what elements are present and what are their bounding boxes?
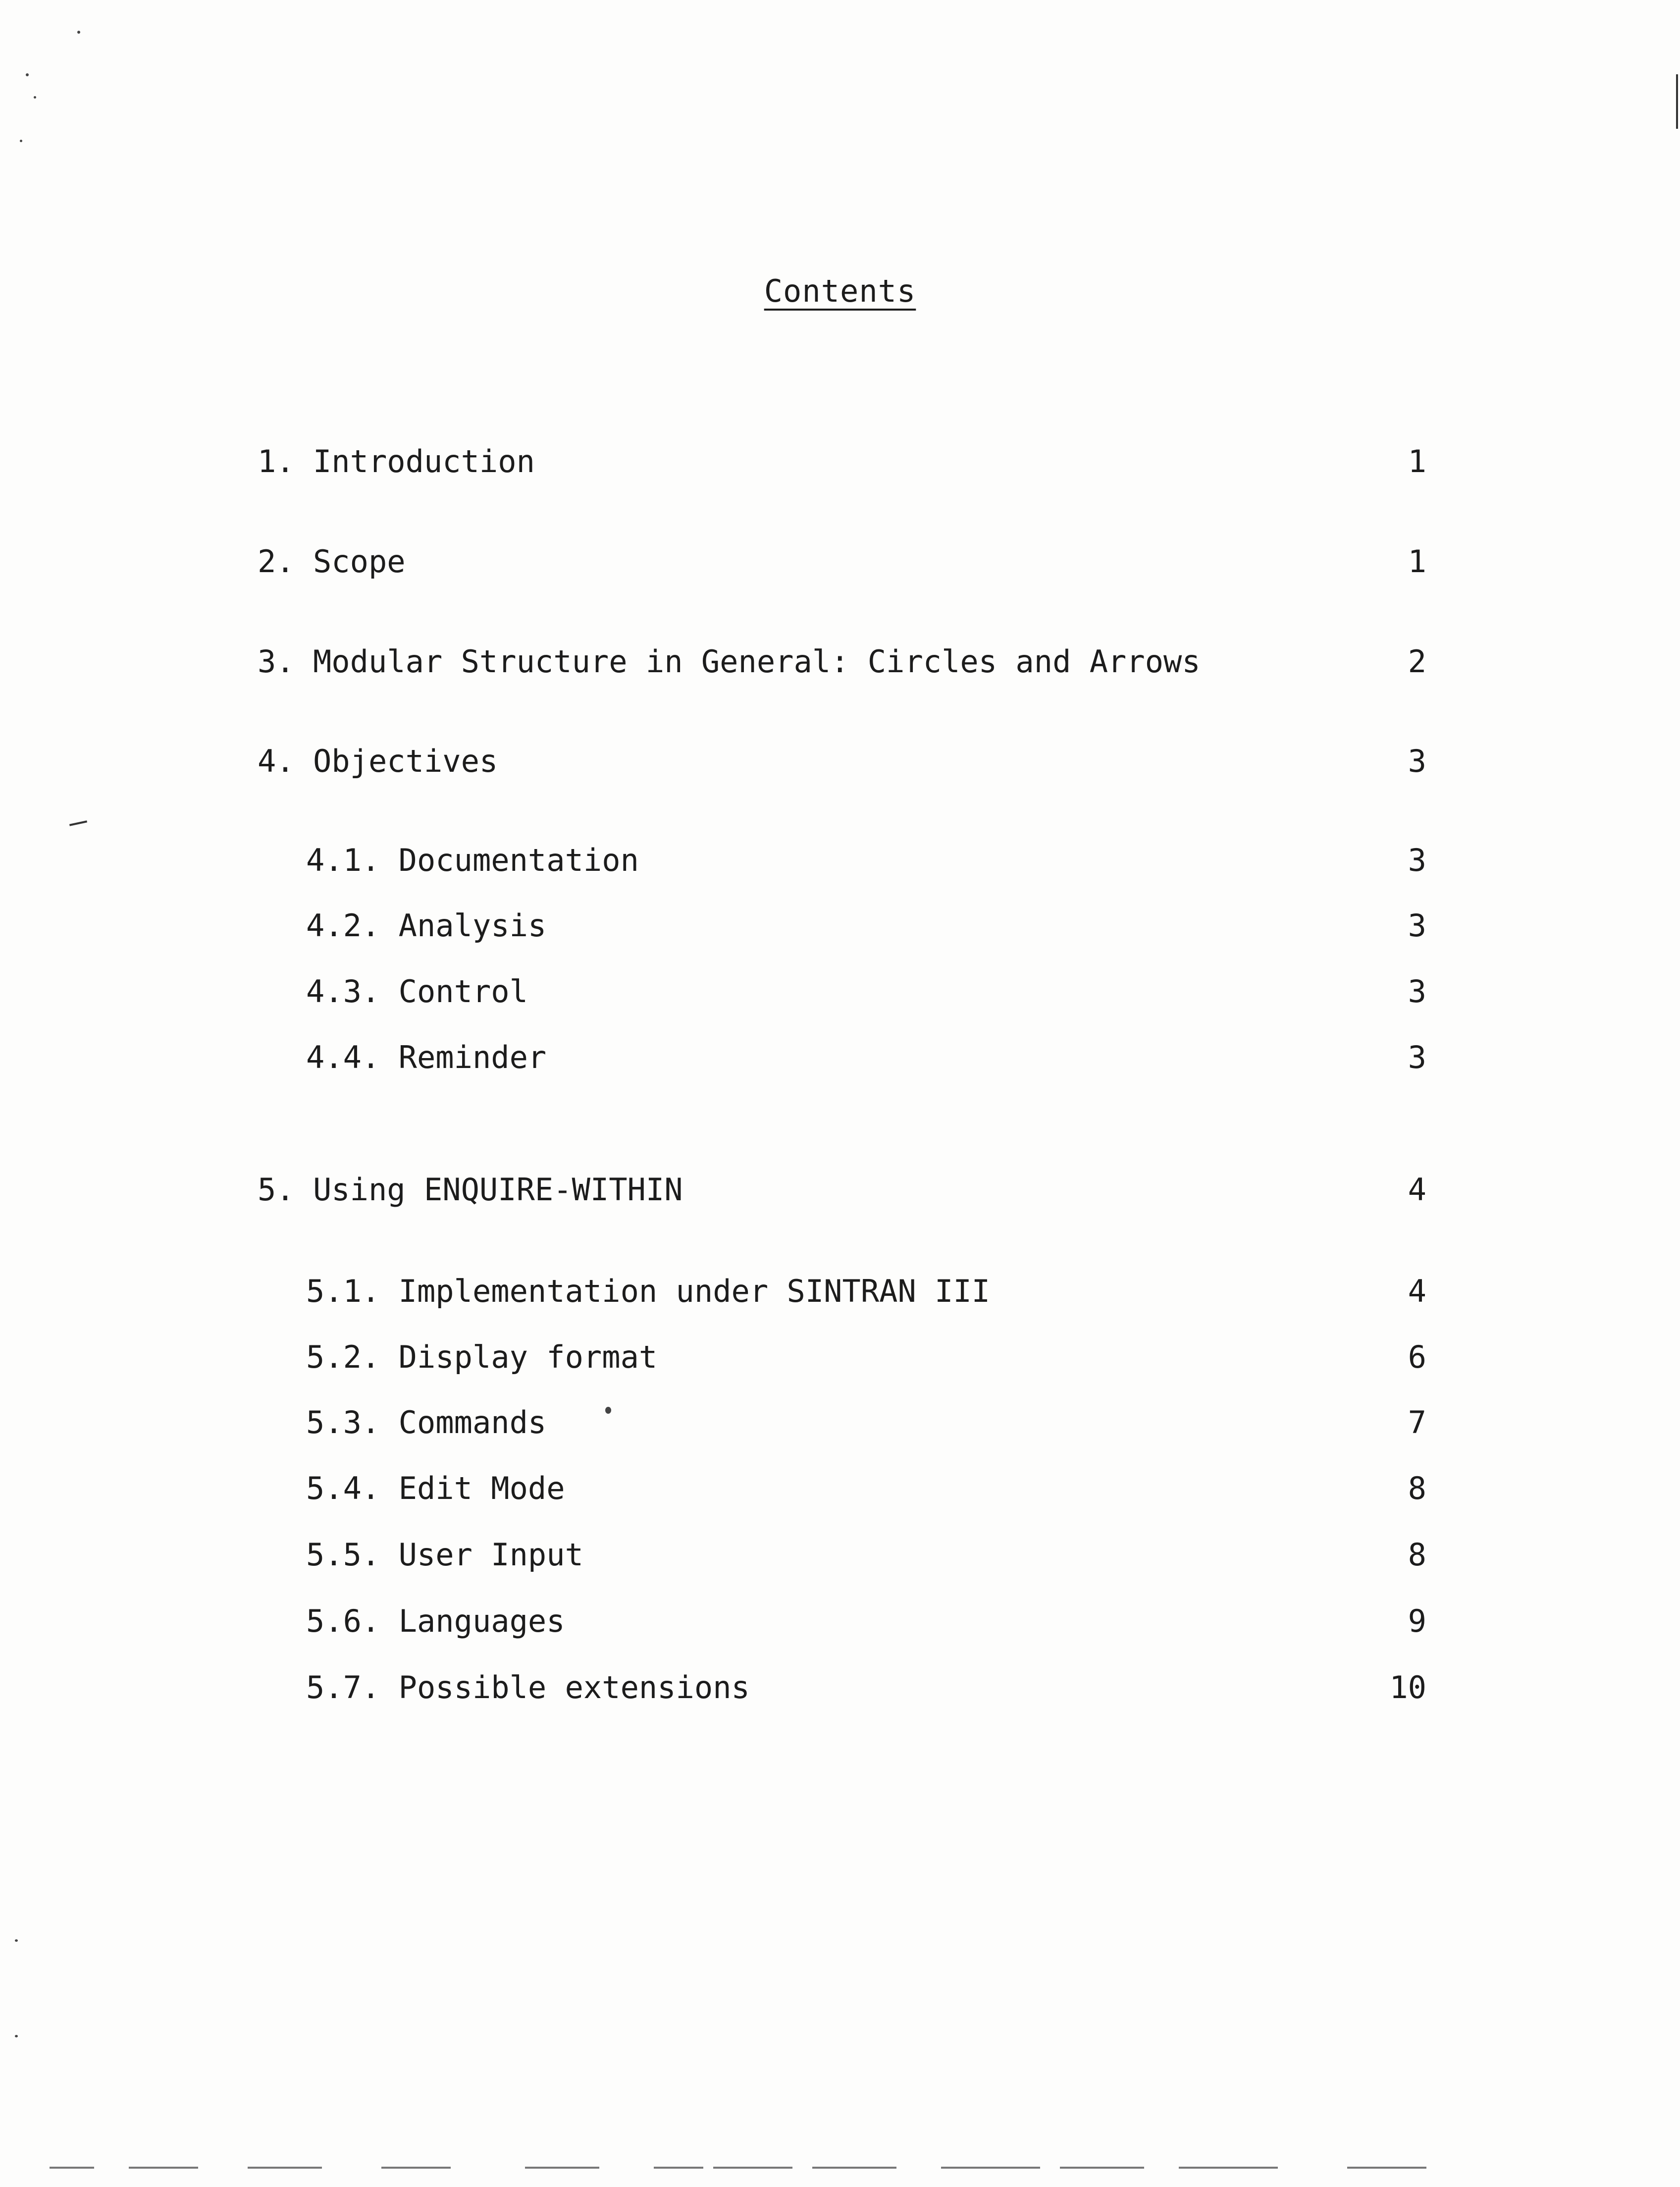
toc-entry-number: 4.4.: [306, 1039, 380, 1075]
toc-entry-label: [306, 1668, 750, 1707]
toc-entry-number: 5.1.: [306, 1273, 380, 1309]
scan-edge-line: [1179, 2167, 1278, 2169]
title-text: Contents: [764, 273, 916, 309]
toc-entry-number: 5.3.: [306, 1404, 380, 1440]
toc-subentry: [0, 1038, 1680, 1077]
toc-entry-number: 5.2.: [306, 1339, 380, 1375]
toc-entry-page: 3: [1408, 1039, 1426, 1075]
toc-entry-page: 4: [1408, 1172, 1426, 1208]
toc-entry-text: Implementation under SINTRAN III: [398, 1273, 991, 1309]
toc-entry-label: [306, 1337, 657, 1377]
scan-edge-line: [50, 2167, 94, 2169]
scan-edge-line: [941, 2167, 1040, 2169]
toc-entry-number: 3.: [258, 643, 295, 680]
toc-entry-number: 4.2.: [306, 907, 380, 944]
toc-entry-label: [258, 1170, 683, 1210]
toc-subentry: [0, 906, 1680, 946]
scan-speck: [34, 96, 36, 99]
toc-entry-page: 3: [1408, 907, 1426, 944]
toc-entry-text: Analysis: [398, 907, 547, 944]
toc-entry-number: 5.5.: [306, 1537, 380, 1573]
toc-entry-label: [306, 1535, 583, 1575]
toc-entry-label: [306, 906, 546, 946]
toc-subentry: [0, 1337, 1680, 1377]
toc-entry-number: 1.: [258, 443, 295, 480]
toc-entry-text: Display format: [398, 1339, 658, 1375]
toc-entry-text: Using ENQUIRE-WITHIN: [313, 1172, 683, 1208]
toc-entry-page: 1: [1408, 443, 1426, 480]
toc-entry-text: Edit Mode: [398, 1470, 565, 1506]
toc-entry-label: [306, 841, 639, 880]
toc-entry-number: 4.3.: [306, 973, 380, 1010]
toc-entry: [0, 742, 1680, 781]
toc-entry-page: 9: [1408, 1603, 1426, 1639]
toc-entry-page: 1: [1408, 543, 1426, 580]
scan-speck: [77, 31, 80, 34]
toc-subentry: [0, 841, 1680, 880]
scan-speck: [26, 73, 29, 76]
toc-entry-label: [306, 1272, 990, 1311]
toc-entry-page: 8: [1408, 1537, 1426, 1573]
scan-speck: [605, 1407, 611, 1414]
scan-edge-mark: [1676, 74, 1678, 129]
toc-entry-text: Objectives: [313, 743, 498, 779]
toc-entry-text: Commands: [398, 1404, 547, 1440]
toc-entry-text: Scope: [313, 543, 406, 580]
toc-entry-page: 6: [1408, 1339, 1426, 1375]
toc-entry-text: Introduction: [313, 443, 535, 480]
toc-entry-page: 3: [1408, 973, 1426, 1010]
toc-entry-label: [258, 642, 1201, 682]
scan-edge-line: [1060, 2167, 1144, 2169]
toc-entry-number: 5.: [258, 1172, 295, 1208]
toc-entry-page: 3: [1408, 842, 1426, 878]
toc-entry-label: [258, 442, 535, 481]
toc-entry-text: Possible extensions: [398, 1669, 750, 1706]
toc-entry: [0, 442, 1680, 481]
toc-entry-number: 4.1.: [306, 842, 380, 878]
toc-entry-label: [306, 1469, 565, 1508]
toc-subentry: [0, 972, 1680, 1012]
toc-entry-page: 2: [1408, 643, 1426, 680]
toc-subentry: [0, 1469, 1680, 1508]
page-title: [0, 271, 1680, 311]
scan-edge-line: [713, 2167, 792, 2169]
scan-edge-line: [248, 2167, 322, 2169]
toc-entry-number: 5.4.: [306, 1470, 380, 1506]
toc-subentry: [0, 1668, 1680, 1707]
scan-edge-line: [381, 2167, 451, 2169]
toc-entry-number: 2.: [258, 543, 295, 580]
toc-entry-text: Languages: [398, 1603, 565, 1639]
toc-entry-page: 4: [1408, 1273, 1426, 1309]
scan-edge-line: [525, 2167, 599, 2169]
toc-entry-text: User Input: [398, 1537, 583, 1573]
toc-entry-label: [306, 972, 528, 1012]
toc-entry-page: 8: [1408, 1470, 1426, 1506]
toc-subentry: [0, 1535, 1680, 1575]
toc-entry-label: [306, 1601, 565, 1641]
toc-subentry: [0, 1601, 1680, 1641]
scan-edge-line: [654, 2167, 703, 2169]
toc-entry-text: Modular Structure in General: Circles and Arrows: [313, 643, 1201, 680]
scan-edge-line: [1347, 2167, 1426, 2169]
scan-speck: [15, 2035, 18, 2037]
scan-speck: [15, 1939, 18, 1942]
toc-entry-number: 5.7.: [306, 1669, 380, 1706]
toc-entry-label: [258, 742, 498, 781]
scan-edge-line: [812, 2167, 896, 2169]
toc-entry-text: Reminder: [398, 1039, 547, 1075]
scan-edge-line: [129, 2167, 198, 2169]
toc-entry-label: [306, 1403, 546, 1442]
toc-entry-page: 10: [1389, 1669, 1426, 1706]
toc-entry-text: Documentation: [398, 842, 639, 878]
toc-entry-page: 7: [1408, 1404, 1426, 1440]
toc-entry-number: 5.6.: [306, 1603, 380, 1639]
toc-entry-number: 4.: [258, 743, 295, 779]
toc-subentry: [0, 1272, 1680, 1311]
toc-entry-label: [258, 542, 406, 582]
toc-entry-label: [306, 1038, 546, 1077]
toc-entry-page: 3: [1408, 743, 1426, 779]
toc-entry: [0, 542, 1680, 582]
toc-entry: [0, 642, 1680, 682]
toc-subentry: [0, 1403, 1680, 1442]
scan-mark: [69, 820, 87, 826]
toc-entry: [0, 1170, 1680, 1210]
scan-speck: [20, 140, 22, 142]
toc-entry-text: Control: [398, 973, 528, 1010]
